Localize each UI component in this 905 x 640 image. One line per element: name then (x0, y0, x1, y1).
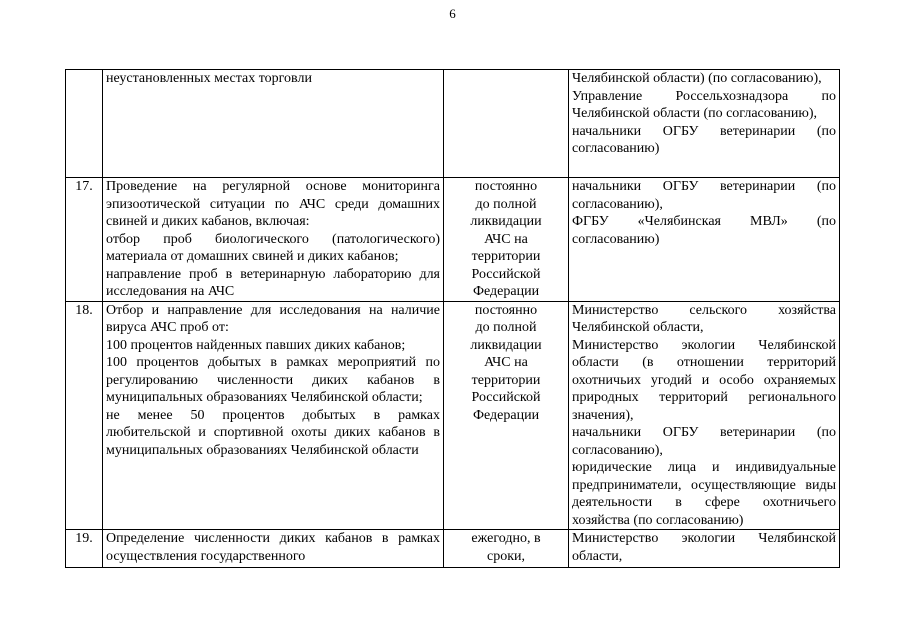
term-cell (444, 530, 569, 568)
table-row (66, 530, 840, 568)
term-text: Российской (471, 266, 541, 282)
term-cell (444, 301, 569, 530)
row-number-cell: 18. (66, 301, 103, 530)
table-row (66, 178, 840, 302)
responsible-text: ФГБУ «Челябинская МВЛ» (по согласованию) (572, 214, 836, 247)
action-cell (103, 70, 444, 178)
term-text: АЧС на (484, 231, 528, 247)
responsible-text: Управление Россельхознадзора по Челябинской области (по согласованию), (572, 88, 836, 121)
responsible-text: Челябинской области) (по согласованию), (572, 71, 822, 86)
term-text: ликвидации (470, 214, 542, 229)
action-text: отбор проб биологического (патологического) материала от домашних свиней и диких кабанов; (106, 231, 440, 264)
term-text: Федерации (472, 407, 540, 423)
action-text: 100 процентов найденных павших диких кабанов; (106, 337, 406, 353)
term-text: сроки, (486, 548, 525, 564)
row-number-cell: 19. (66, 530, 103, 568)
row-number-cell (66, 70, 103, 178)
row-number-cell: 17. (66, 178, 103, 302)
action-text: Определение численности диких кабанов в рамках осуществления государственного (106, 531, 440, 564)
table-row (66, 301, 840, 530)
term-text: Федерации (472, 284, 540, 299)
action-text: направление проб в ветеринарную лабораторию для исследования на АЧС (106, 266, 440, 299)
responsible-cell (569, 301, 840, 530)
action-text: Отбор и направление для исследования на наличие вируса АЧС проб от: (106, 302, 440, 335)
term-text: до полной (475, 320, 537, 335)
term-cell (444, 178, 569, 302)
responsible-cell (569, 70, 840, 178)
action-text: Проведение на регулярной основе мониторинга эпизоотической ситуации по АЧС среди домашних свиней и диких кабанов, включая: (106, 179, 440, 229)
term-text: территории (471, 372, 541, 388)
term-text: постоянно (474, 302, 538, 318)
term-text: АЧС на (484, 355, 528, 370)
term-text: постоянно (474, 179, 538, 194)
responsible-text: юридические лица и индивидуальные предприниматели, осуществляющие виды деятельности в сфере охотничьего хозяйства (по согласованию) (572, 460, 836, 528)
responsible-text: Министерство экологии Челябинской области (в отношении территорий охотничьих угодий и особо охраняемых природных территорий регионального значения), (572, 337, 836, 423)
term-cell (444, 70, 569, 178)
responsible-text: начальники ОГБУ ветеринарии (по согласованию), (572, 179, 836, 212)
table-row (66, 70, 840, 178)
action-text: 100 процентов добытых в рамках мероприятий по регулированию численности диких кабанов в муниципальных образованиях Челябинской области; (106, 355, 440, 405)
responsible-text: начальники ОГБУ ветеринарии (по согласованию) (572, 123, 836, 156)
term-text: ежегодно, в (471, 531, 541, 546)
action-cell (103, 178, 444, 302)
measures-table (65, 69, 840, 568)
term-text: Российской (471, 390, 541, 405)
responsible-text: Министерство экологии Челябинской области, (572, 531, 836, 564)
term-text: до полной (475, 196, 537, 212)
responsible-cell (569, 178, 840, 302)
action-text: не менее 50 процентов добытых в рамках любительской и спортивной охоты диких кабанов в муниципальных образованиях Челябинской области (106, 407, 440, 458)
responsible-text: начальники ОГБУ ветеринарии (по согласованию), (572, 425, 836, 458)
action-cell (103, 301, 444, 530)
responsible-cell (569, 530, 840, 568)
term-text: территории (471, 249, 541, 264)
action-cell (103, 530, 444, 568)
term-text: ликвидации (470, 337, 542, 353)
page-number: 6 (449, 6, 456, 21)
responsible-text: Министерство сельского хозяйства Челябинской области, (572, 302, 836, 335)
action-text: неустановленных местах торговли (106, 71, 312, 86)
